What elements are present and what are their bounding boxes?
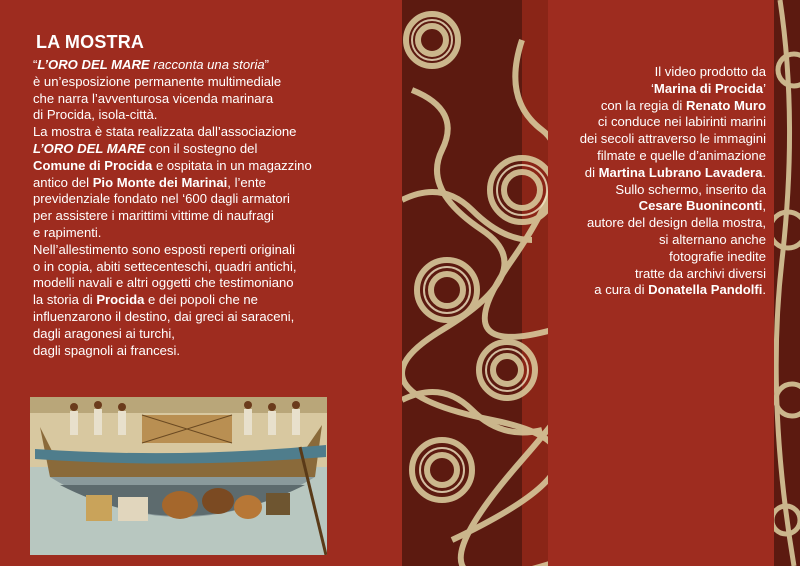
text-line: dagli aragonesi ai turchi, — [33, 325, 175, 341]
text-line — [33, 141, 378, 158]
text-span: , l’ente — [227, 174, 266, 190]
text-line: che narra l’avventurosa vicenda marinara — [33, 90, 274, 106]
text-span: antico del — [33, 174, 93, 190]
quote-mark: “ — [33, 57, 38, 72]
text-line: filmate e quelle d’animazione — [597, 147, 766, 163]
producer-name: Marina di Procida — [653, 80, 764, 96]
text-line: ci conduce nei labirinti marini — [597, 114, 766, 130]
text-line — [33, 57, 378, 74]
text-span: di — [584, 164, 599, 180]
ancient-ship-image — [30, 397, 327, 555]
text-span: a cura di — [594, 282, 649, 298]
quote-mark: ” — [264, 57, 270, 72]
exhibition-subtitle: racconta una storia — [149, 57, 265, 72]
text-line: si alternano anche — [658, 231, 766, 247]
text-span: e dei popoli che ne — [144, 292, 258, 308]
text-span: , — [762, 198, 766, 214]
text-line — [406, 165, 766, 182]
text-span: e ospitata in un magazzino — [152, 157, 312, 173]
text-line: e rapimenti. — [33, 224, 102, 240]
text-line: è un’esposizione permanente multimediale — [33, 73, 282, 89]
association-name: L’ORO DEL MARE — [33, 140, 146, 156]
text-line — [406, 81, 766, 98]
text-span: . — [762, 282, 766, 298]
comune-name: Comune di Procida — [33, 157, 153, 173]
intro-text — [33, 57, 378, 359]
designer-name: Cesare Buoninconti — [638, 198, 763, 214]
director-name: Renato Muro — [685, 97, 766, 113]
video-credits-text — [406, 64, 766, 299]
gold-embroidery-photo-edge — [774, 0, 800, 566]
text-line: Il video prodotto da — [654, 64, 766, 79]
text-line — [406, 198, 766, 215]
text-line — [33, 292, 378, 309]
text-line: dagli spagnoli ai francesi. — [33, 342, 181, 358]
pio-monte-name: Pio Monte dei Marinai — [92, 174, 228, 190]
text-line: modelli navali e altri oggetti che testimoniano — [33, 275, 294, 291]
text-line — [33, 158, 378, 175]
text-line: previdenziale fondato nel ‘600 dagli armatori — [33, 191, 290, 207]
text-line: autore del design della mostra, — [586, 215, 766, 231]
text-line — [33, 175, 378, 192]
quote-mark: ’ — [763, 80, 766, 96]
text-line: dei secoli attraverso le immagini — [579, 131, 766, 147]
text-line: tratte da archivi diversi — [635, 265, 766, 281]
exhibition-title: L’ORO DEL MARE — [37, 57, 150, 72]
animator-name: Martina Lubrano Lavadera — [598, 164, 763, 180]
text-line: influenzarono il destino, dai greci ai saraceni, — [33, 308, 295, 324]
text-line — [406, 98, 766, 115]
text-line — [406, 282, 766, 299]
text-span: . — [762, 164, 766, 180]
quote-mark: ‘ — [651, 80, 654, 96]
section-heading: LA MOSTRA — [36, 32, 145, 52]
text-line: per assistere i marittimi vittime di naufragi — [33, 208, 274, 224]
text-line: o in copia, abiti settecenteschi, quadri antichi, — [33, 258, 297, 274]
curator-name: Donatella Pandolfi — [648, 282, 763, 298]
text-line: La mostra è stata realizzata dall’associazione — [33, 124, 297, 140]
text-span: con il sostegno del — [145, 140, 258, 156]
text-span: la storia di — [33, 292, 97, 308]
text-line: Sullo schermo, inserito da — [615, 181, 766, 197]
embroidery-edge-image — [774, 0, 800, 566]
text-line: Nell’allestimento sono esposti reperti originali — [33, 241, 296, 257]
text-span: con la regia di — [600, 97, 686, 113]
text-line: fotografie inedite — [669, 248, 766, 264]
procida-name: Procida — [96, 292, 145, 308]
text-line: di Procida, isola-città. — [33, 107, 158, 123]
ship-illustration — [30, 397, 327, 555]
